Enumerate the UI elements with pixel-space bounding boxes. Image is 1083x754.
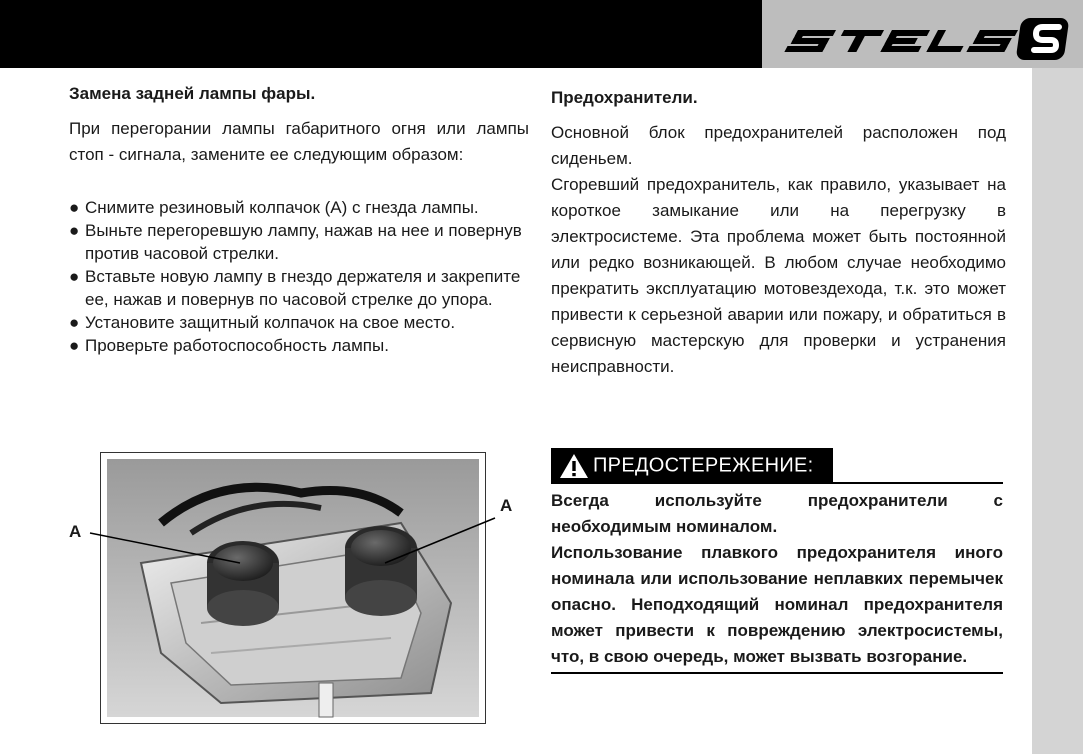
bullet-icon: ● <box>69 198 80 217</box>
warning-title: ПРЕДОСТЕРЕЖЕНИЕ: <box>593 454 814 477</box>
step-item: ● Установите защитный колпачок на свое место. <box>69 313 456 332</box>
callout-line-left <box>90 533 240 563</box>
fuses-description: Сгоревший предохранитель, как правило, указывает на короткое замыкание или на перегрузку в электросистеме. Эта проблема может быть постоянной или редко возникающей. В любом случае необходимо прекратить эксплуатацию мотовездехода, т.к. это может привести к серьезной аварии или пожару, и обратиться в сервисную мастерскую для проверки и устранения неисправности. <box>551 175 1006 376</box>
step-item: ● Выньте перегоревшую лампу, нажав на нее и повернув против часовой стрелки. <box>69 221 522 263</box>
bullet-icon: ● <box>69 267 80 286</box>
step-item: ● Проверьте работоспособность лампы. <box>69 336 389 355</box>
bullet-icon: ● <box>69 221 80 240</box>
rear-lamp-intro: При перегорании лампы габаритного огня или лампы стоп - сигнала, замените ее следующим образом: <box>69 119 529 164</box>
right-column <box>551 88 1006 380</box>
fuses-location: Основной блок предохранителей расположен под сиденьем. <box>551 123 1006 168</box>
warning-triangle-icon <box>559 453 589 479</box>
warning-badge <box>551 448 833 482</box>
rear-lamp-heading: Замена задней лампы фары. <box>69 84 316 103</box>
warning-paragraph: Использование плавкого предохранителя иного номинала или использование неплавких перемычек опасно. Неподходящий номинал предохранителя может привести к повреждению электросистемы, что, в свою очередь, может вызвать возгорание. <box>551 543 1003 666</box>
callout-label-right: A <box>500 496 513 515</box>
callout-line-right <box>385 518 495 563</box>
warning-text <box>551 488 1003 670</box>
warning-bottom-rule <box>551 670 1003 674</box>
warning-box <box>551 448 1003 674</box>
bullet-icon: ● <box>69 336 80 355</box>
bullet-icon: ● <box>69 313 80 332</box>
warning-paragraph: Всегда используйте предохранители с необходимым номиналом. <box>551 491 1003 536</box>
step-item: ● Вставьте новую лампу в гнездо держателя и закрепите ее, нажав и повернув по часовой стрелке до упора. <box>69 267 521 309</box>
warning-header <box>551 448 1003 484</box>
callout-label-left: A <box>69 522 82 541</box>
fuses-heading: Предохранители. <box>551 88 698 107</box>
step-item: ● Снимите резиновый колпачок (A) с гнезда лампы. <box>69 198 479 217</box>
